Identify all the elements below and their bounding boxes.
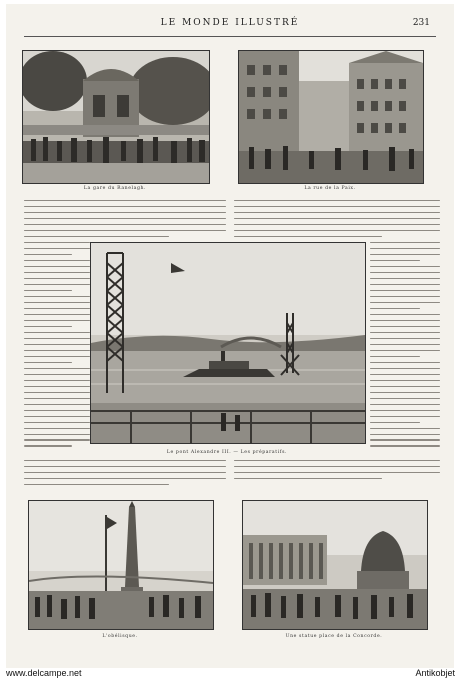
photo-gare-ranelagh-image: [23, 51, 209, 183]
article-text-right-column: [370, 242, 440, 452]
article-text-bottom-right: [234, 460, 440, 488]
photo-pont-alexandre-iii: [90, 242, 366, 444]
photo-pont-alexandre-iii-image: [91, 243, 365, 443]
photo-obelisque: [28, 500, 214, 630]
header-rule: [24, 36, 436, 37]
caption-statue-concorde: Une statue place de la Concorde.: [285, 634, 383, 639]
photo-obelisque-image: [29, 501, 213, 629]
article-text-bottom-left: [24, 460, 226, 488]
newspaper-page: [6, 4, 454, 668]
caption-pont-alexandre-iii: Le pont Alexandre III. — Les préparatifs.: [166, 450, 288, 455]
footer-seller: Antikobjet: [415, 668, 455, 678]
article-text-right-top: [234, 200, 440, 238]
newspaper-title: LE MONDE ILLUSTRÉ: [160, 18, 300, 28]
article-text-left-column: [24, 242, 90, 452]
page-number: 231: [412, 18, 430, 28]
article-text-left: [24, 200, 226, 238]
photo-rue-de-la-paix-image: [239, 51, 423, 183]
footer-website: www.delcampe.net: [6, 668, 82, 678]
page-header: [6, 18, 454, 32]
photo-gare-ranelagh: [22, 50, 210, 184]
footer-watermark-bar: [0, 668, 459, 680]
caption-obelisque: L'obélisque.: [102, 634, 138, 639]
photo-rue-de-la-paix: [238, 50, 424, 184]
photo-statue-concorde-image: [243, 501, 427, 629]
photo-statue-concorde: [242, 500, 428, 630]
caption-rue-de-la-paix: La rue de la Paix.: [304, 186, 356, 191]
caption-gare-ranelagh: La gare du Ranelagh.: [83, 186, 147, 191]
